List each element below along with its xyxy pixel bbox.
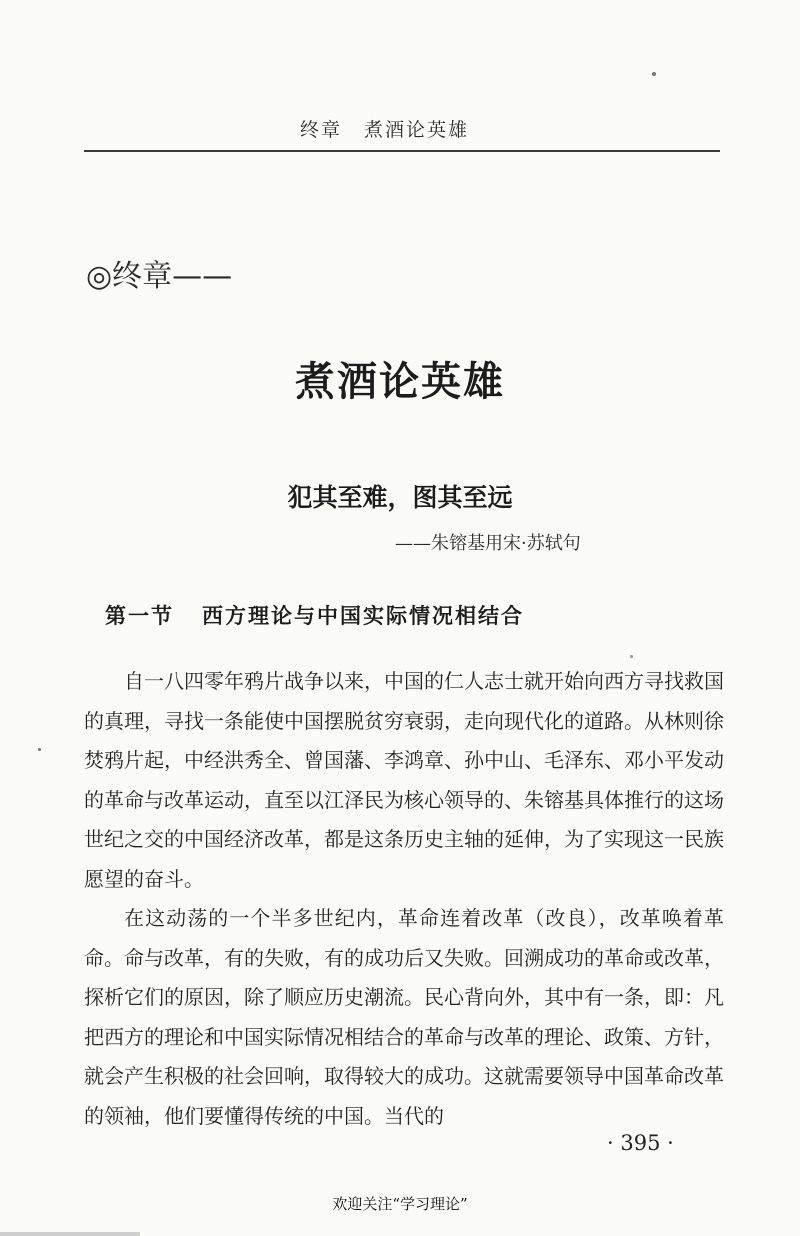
body-text [84,662,724,1136]
scan-speck [630,655,633,658]
chapter-title: 煮酒论英雄 [295,358,505,405]
page-number: · 395 · [607,1131,674,1155]
section-number: 第一节 [105,604,174,628]
footer-note: 欢迎关注“学习理论” [332,1195,468,1213]
chapter-label: ◎终章—— [86,259,233,294]
running-head [300,115,540,142]
scan-speck [38,748,41,751]
paragraph: 自一八四零年鸦片战争以来，中国的仁人志士就开始向西方寻找救国的真理，寻找一条能使中国摆脱贫穷衰弱，走向现代化的道路。从林则徐焚鸦片起，中经洪秀全、曾国藩、李鸿章、孙中山、毛泽东、邓小平发动的革命与改革运动，直至以江泽民为核心领导的、朱镕基具体推行的这场世纪之交的中国经济改革，都是这条历史主轴的延伸，为了实现这一民族愿望的奋斗。 [84,669,724,891]
running-head-chapter: 终章 [300,119,343,141]
section-title: 西方理论与中国实际情况相结合 [202,604,524,628]
scan-speck [652,72,656,76]
motto-attribution: ——朱镕基用宋·苏轼句 [395,533,581,554]
header-rule [84,150,720,152]
motto-quote: 犯其至难，图其至远 [287,483,513,512]
paragraph: 在这动荡的一个半多世纪内，革命连着改革（改良），改革唤着革命。命与改革，有的失败，有的成功后又失败。回溯成功的革命或改革，探析它们的原因，除了顺应历史潮流。民心背向外，其中有一条，即：凡把西方的理论和中国实际情况相结合的革命与改革的理论、政策、方针，就会产生积极的社会回响，取得较大的成功。这就需要领导中国革命改革的领袖，他们要懂得传统的中国。当代的 [84,906,724,1128]
section-heading [105,600,524,630]
running-head-title: 煮酒论英雄 [364,119,470,141]
scan-edge-shadow [0,1232,140,1236]
